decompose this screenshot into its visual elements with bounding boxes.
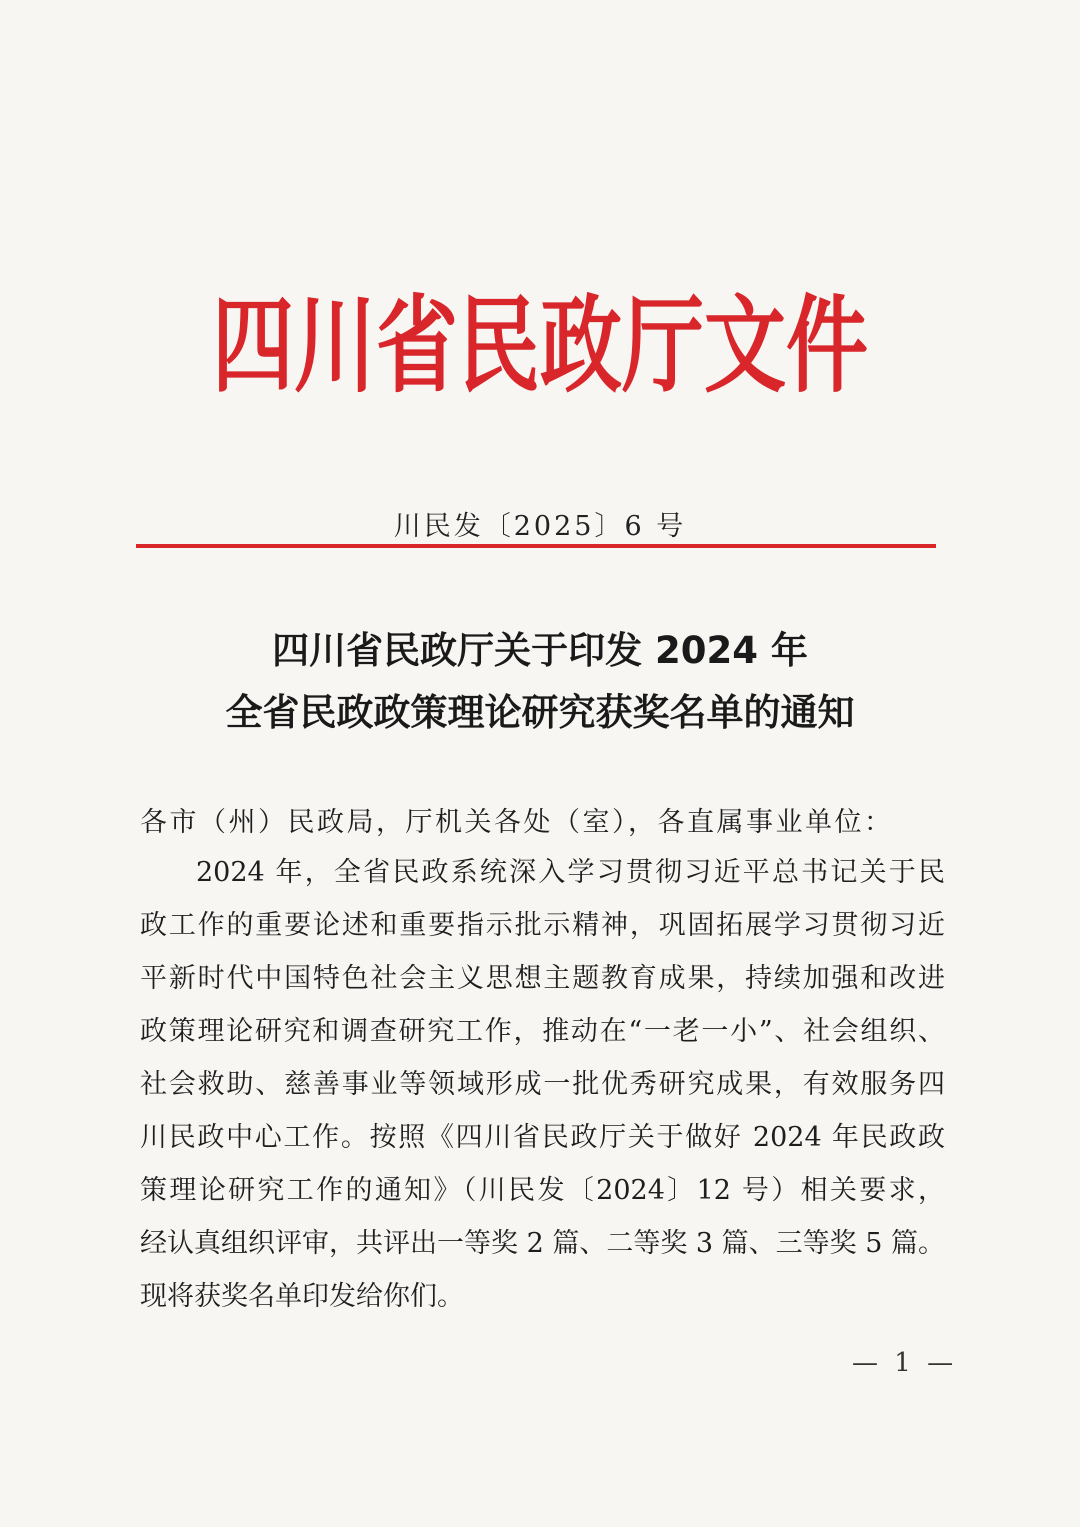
body-line: 2024 年，全省民政系统深入学习贯彻习近平总书记关于民 bbox=[196, 857, 945, 888]
document-number: 川民发〔2025〕6 号 bbox=[393, 511, 687, 542]
body-line: 社会救助、慈善事业等领域形成一批优秀研究成果，有效服务四 bbox=[140, 1069, 945, 1100]
body-line: 平新时代中国特色社会主义思想主题教育成果，持续加强和改进 bbox=[140, 963, 945, 994]
body-line: 经认真组织评审，共评出一等奖 2 篇、二等奖 3 篇、三等奖 5 篇。 bbox=[140, 1228, 946, 1259]
body-line: 现将获奖名单印发给你们。 bbox=[140, 1281, 464, 1312]
document-header-title: 四川省民政厅文件 bbox=[211, 286, 868, 408]
page-number: — 1 — bbox=[852, 1348, 958, 1378]
body-line: 政工作的重要论述和重要指示批示精神，巩固拓展学习贯彻习近 bbox=[140, 910, 945, 941]
body-paragraph bbox=[140, 846, 945, 1323]
notice-title-line-1: 四川省民政厅关于印发 2024 年 bbox=[272, 629, 808, 672]
body-line: 政策理论研究和调查研究工作，推动在“一老一小”、社会组织、 bbox=[140, 1016, 945, 1047]
body-line: 川民政中心工作。按照《四川省民政厅关于做好 2024 年民政政 bbox=[140, 1122, 945, 1153]
red-divider-line bbox=[136, 544, 936, 548]
salutation: 各市（州）民政局，厅机关各处（室），各直属事业单位： bbox=[140, 807, 894, 838]
notice-title-line-2: 全省民政政策理论研究获奖名单的通知 bbox=[225, 691, 855, 734]
notice-title bbox=[0, 620, 1080, 744]
body-line: 策理论研究工作的通知》（川民发〔2024〕12 号）相关要求， bbox=[140, 1175, 945, 1206]
